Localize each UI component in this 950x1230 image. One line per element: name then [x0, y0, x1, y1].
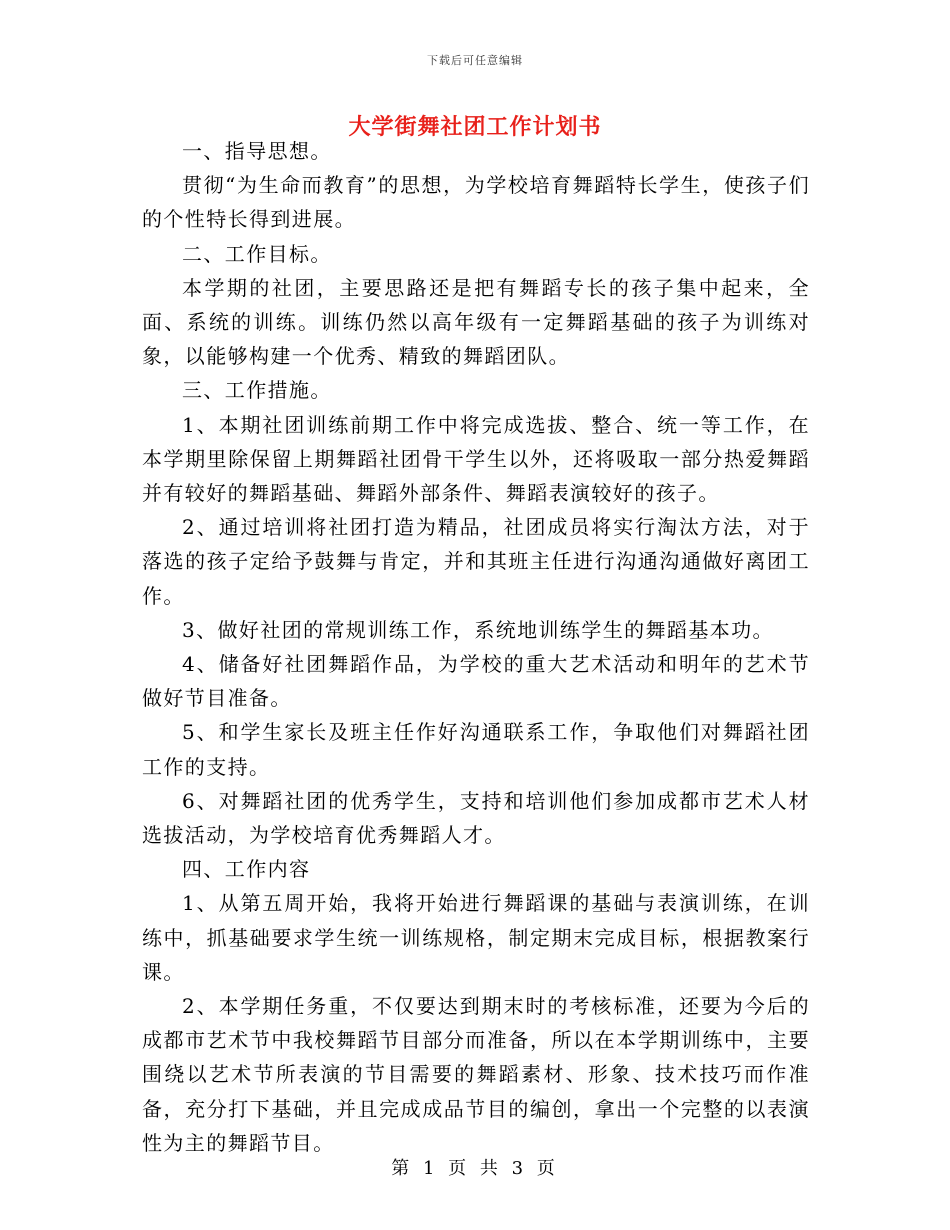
paragraph-guiding-thought: 贯彻“为生命而教育”的思想，为学校培育舞蹈特长学生，使孩子们的个性特长得到进展。: [142, 173, 810, 232]
heading-guiding-thought: 一、指导思想。: [182, 139, 332, 163]
content-item-1: 1、从第五周开始，我将开始进行舞蹈课的基础与表演训练，在训练中，抓基础要求学生统一训练规格，制定期末完成目标，根据教案行课。: [142, 891, 810, 984]
page-footer: 第 1 页 共 3 页: [391, 1158, 559, 1179]
document-body: [142, 134, 810, 1160]
paragraph-work-goals: 本学期的社团，主要思路还是把有舞蹈专长的孩子集中起来，全面、系统的训练。训练仍然以高年级有一定舞蹈基础的孩子为训练对象，以能够构建一个优秀、精致的舞蹈团队。: [142, 275, 810, 369]
measure-item-5: 5、和学生家长及班主任作好沟通联系工作，争取他们对舞蹈社团工作的支持。: [142, 720, 810, 779]
header-note: 下载后可任意编辑: [427, 54, 523, 67]
measure-item-4: 4、储备好社团舞蹈作品，为学校的重大艺术活动和明年的艺术节做好节目准备。: [142, 652, 810, 711]
measure-item-6: 6、对舞蹈社团的优秀学生，支持和培训他们参加成都市艺术人材选拔活动，为学校培育优秀舞蹈人才。: [142, 788, 810, 848]
heading-work-goals: 二、工作目标。: [182, 241, 332, 266]
measure-item-3: 3、做好社团的常规训练工作，系统地训练学生的舞蹈基本功。: [182, 617, 774, 642]
measure-item-1: 1、本期社团训练前期工作中将完成选拔、整合、统一等工作，在本学期里除保留上期舞蹈社团骨干学生以外，还将吸取一部分热爱舞蹈并有较好的舞蹈基础、舞蹈外部条件、舞蹈表演较好的孩子。: [142, 412, 810, 506]
measure-item-2: 2、通过培训将社团打造为精品，社团成员将实行淘汰方法，对于落选的孩子定给予鼓舞与肯定，并和其班主任进行沟通沟通做好离团工作。: [142, 515, 810, 608]
heading-work-content: 四、工作内容: [182, 857, 311, 882]
content-item-2: 2、本学期任务重，不仅要达到期末时的考核标准，还要为今后的成都市艺术节中我校舞蹈节目部分而准备，所以在本学期训练中，主要围绕以艺术节所表演的节目需要的舞蹈素材、形象、技术技巧而作准备，充分打下基础，并且完成成品节目的编创，拿出一个完整的以表演性为主的舞蹈节目。: [142, 994, 810, 1155]
document-title: 大学街舞社团工作计划书: [348, 114, 602, 140]
heading-work-measures: 三、工作措施。: [182, 378, 332, 403]
